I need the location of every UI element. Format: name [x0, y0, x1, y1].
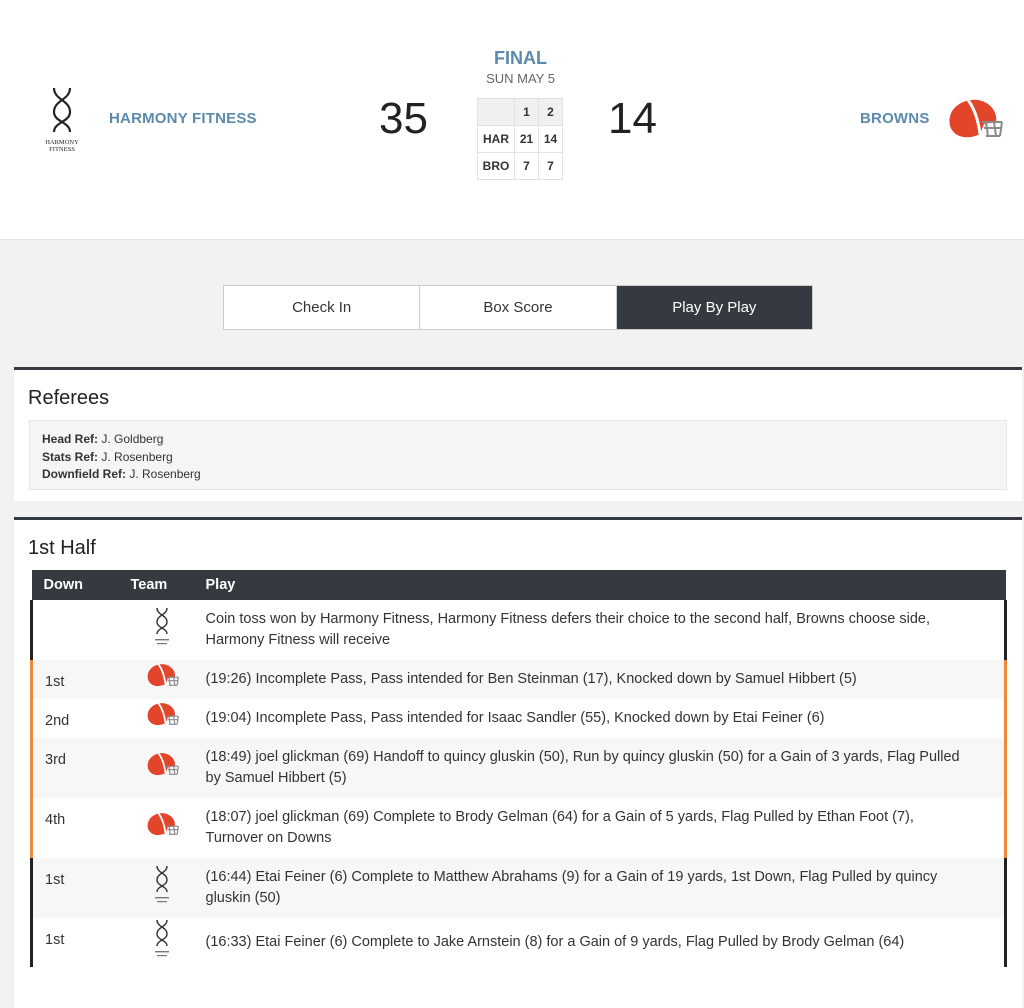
column-header-down: Down [43, 577, 83, 593]
play-description: Coin toss won by Harmony Fitness, Harmony Fitness defers their choice to the second half, Browns choose side, Harmony Fitness will receive [193, 600, 1006, 660]
linescore-team: HAR [478, 126, 515, 153]
linescore-cell: 7 [515, 153, 539, 180]
table-row [32, 918, 1006, 967]
play-down: 2nd [32, 699, 131, 738]
referee-role: Stats Ref: [42, 449, 99, 464]
tab-play-by-play[interactable]: Play By Play [617, 286, 812, 329]
linescore-cell: 21 [515, 126, 539, 153]
harmony-fitness-icon [149, 864, 175, 906]
play-description: (16:33) Etai Feiner (6) Complete to Jake Arnstein (8) for a Gain of 9 yards, Flag Pulled by Brody Gelman (64) [193, 918, 1006, 967]
linescore-period-header: 2 [539, 99, 563, 126]
home-team-name[interactable]: HARMONY FITNESS [109, 110, 257, 127]
game-status: FINAL [494, 48, 547, 68]
linescore-period-header: 1 [515, 99, 539, 126]
referees-title: Referees [28, 387, 110, 409]
linescore-corner [478, 99, 515, 126]
play-description: (19:04) Incomplete Pass, Pass intended for Isaac Sandler (55), Knocked down by Etai Feiner (6) [193, 699, 1006, 738]
referees-card [14, 367, 1022, 501]
play-by-play-card [14, 517, 1022, 1008]
away-team-name[interactable]: BROWNS [860, 110, 930, 127]
play-down: 1st [32, 858, 131, 918]
home-team-score: 35 [379, 94, 428, 143]
table-row [32, 600, 1006, 660]
play-by-play-body [32, 600, 1006, 967]
tab-bar [223, 285, 813, 330]
table-row [32, 738, 1006, 798]
tab-check-in[interactable]: Check In [224, 286, 420, 329]
referee-role: Downfield Ref: [42, 467, 126, 481]
referee-item [42, 449, 994, 467]
play-team [131, 660, 193, 699]
browns-helmet-logo [944, 96, 1004, 144]
referee-name: J. Rosenberg [129, 467, 201, 481]
browns-helmet-icon [144, 811, 180, 839]
play-team [131, 918, 193, 967]
play-description: (18:07) joel glickman (69) Complete to Brody Gelman (64) for a Gain of 5 yards, Flag Pulled by Ethan Foot (7), Turnover on Downs [193, 798, 1006, 858]
play-team [131, 699, 193, 738]
play-down: 1st [32, 660, 131, 699]
play-team [131, 738, 193, 798]
linescore-table [477, 98, 563, 180]
play-description: (19:26) Incomplete Pass, Pass intended for Ben Steinman (17), Knocked down by Samuel Hibbert (5) [193, 660, 1006, 699]
linescore-team: BRO [478, 153, 515, 180]
table-row [32, 858, 1006, 918]
referee-role: Head Ref: [42, 432, 99, 446]
game-header [0, 0, 1024, 240]
linescore-cell: 7 [539, 153, 563, 180]
play-description: (18:49) joel glickman (69) Handoff to quincy gluskin (50), Run by quincy gluskin (50) for a Gain of 3 yards, Flag Pulled by Samuel Hibbert (5) [193, 738, 1006, 798]
referees-list [29, 420, 1007, 490]
referee-item [42, 431, 994, 449]
referee-name: J. Rosenberg [101, 449, 173, 464]
play-description: (16:44) Etai Feiner (6) Complete to Matthew Abrahams (9) for a Gain of 19 yards, 1st Down, Flag Pulled by quincy gluskin (50) [193, 858, 1006, 918]
referee-item [42, 466, 994, 484]
play-team [131, 858, 193, 918]
play-by-play-table [30, 570, 1007, 967]
browns-helmet-icon [144, 701, 180, 729]
table-header-row [32, 570, 1006, 600]
play-team [131, 798, 193, 858]
browns-helmet-icon [144, 662, 180, 690]
half-title: 1st Half [28, 537, 96, 559]
play-down: 4th [32, 798, 131, 858]
tab-box-score[interactable]: Box Score [420, 286, 616, 329]
column-header-team: Team [130, 577, 168, 593]
harmony-fitness-icon [149, 606, 175, 648]
play-down [32, 600, 131, 660]
column-header-play: Play [205, 577, 236, 593]
logo-text-top: HARMONY [45, 139, 79, 146]
harmony-fitness-icon [149, 918, 175, 960]
harmony-fitness-logo [40, 86, 84, 156]
play-team [131, 600, 193, 660]
linescore-cell: 14 [539, 126, 563, 153]
play-down: 1st [32, 918, 131, 967]
browns-helmet-icon [144, 751, 180, 779]
play-down: 3rd [32, 738, 131, 798]
logo-text-bottom: FITNESS [49, 146, 75, 153]
table-row [32, 798, 1006, 858]
referee-name: J. Goldberg [101, 432, 164, 446]
table-row [32, 699, 1006, 738]
away-team-score: 14 [608, 94, 657, 143]
table-row [32, 660, 1006, 699]
game-date: SUN MAY 5 [486, 71, 555, 86]
